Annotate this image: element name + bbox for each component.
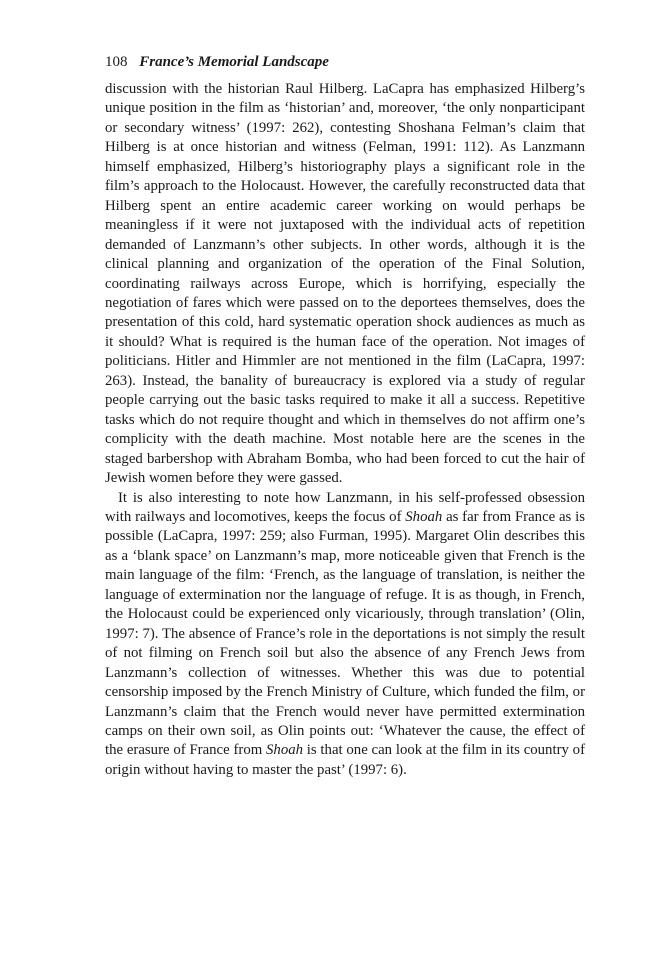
running-head [105, 50, 585, 74]
paragraph-2-text-c: is that one can look at the film in its country of origin without having to master the past’ (1997: 6). [105, 742, 585, 778]
paragraph-1-text: discussion with the historian Raul Hilberg. LaCapra has emphasized Hilberg’s unique position in the film as ‘historian’ and, moreover, ‘the only nonparticipant or secondary witness’ (1997: 262), contesting Shoshana Felman’s claim that Hilberg is at once historian and witness (Felman, 1991: 112). As Lanzmann himself emphasized, Hilberg’s historiography plays a significant role in the film’s approach to the Holocaust. However, the carefully reconstructed data that Hilberg spent an entire academic career working on would perhaps be meaningless if it were not juxtaposed with the individual acts of repetition demanded of Lanzmann’s other subjects. In other words, although it is the clinical planning and organization of the operation of the Final Solution, coordinating railways across Europe, which is horrifying, especially the negotiation of fares which were passed on to the deportees themselves, does the presentation of this cold, hard systematic operation shock audiences as much as it should? What is required is the human face of the operation. Not images of politicians. Hitler and Himmler are not mentioned in the film (LaCapra, 1997: 263). Instead, the banality of bureaucracy is explored via a study of regular people carrying out the basic tasks required to make it all a success. Repetitive tasks which do not require thought and which in themselves do not affirm one’s complicity with the death machine. Most notable here are the scenes in the staged barbershop with Abraham Bomba, who had been forced to cut the hair of Jewish women before they were gassed. [105, 81, 585, 487]
body-text [105, 80, 585, 780]
film-title-shoah: Shoah [266, 742, 304, 759]
paragraph-2-text-a: It is also interesting to note how Lanzmann, in his self-professed obsession with railways and locomotives, keeps the focus of [105, 489, 585, 525]
paragraph-2 [105, 489, 585, 781]
paragraph-2-text-b: as far from France as is possible (LaCapra, 1997: 259; also Furman, 1995). Margaret Olin describes this as a ‘blank space’ on Lanzmann’s map, more noticeable given that French is the main language of the film: ‘French, as the language of translation, is neither the language of extermination nor the language of refuge. It is as though, in French, the Holocaust could be experienced only vicariously, through translation’ (Olin, 1997: 7). The absence of France’s role in the deportations is not simply the result of not filming on French soil but also the absence of any French Jews from Lanzmann’s collection of witnesses. Whether this was due to potential censorship imposed by the French Ministry of Culture, which funded the film, or Lanzmann’s claim that the French would never have permitted extermination camps on their own soil, as Olin points out: ‘Whatever the cause, the effect of the erasure of France from [105, 508, 585, 759]
paragraph-1 [105, 80, 585, 489]
film-title-shoah: Shoah [405, 508, 443, 525]
book-page [105, 50, 585, 780]
page-number: 108 [105, 54, 128, 70]
running-head-title: France’s Memorial Landscape [139, 54, 329, 70]
